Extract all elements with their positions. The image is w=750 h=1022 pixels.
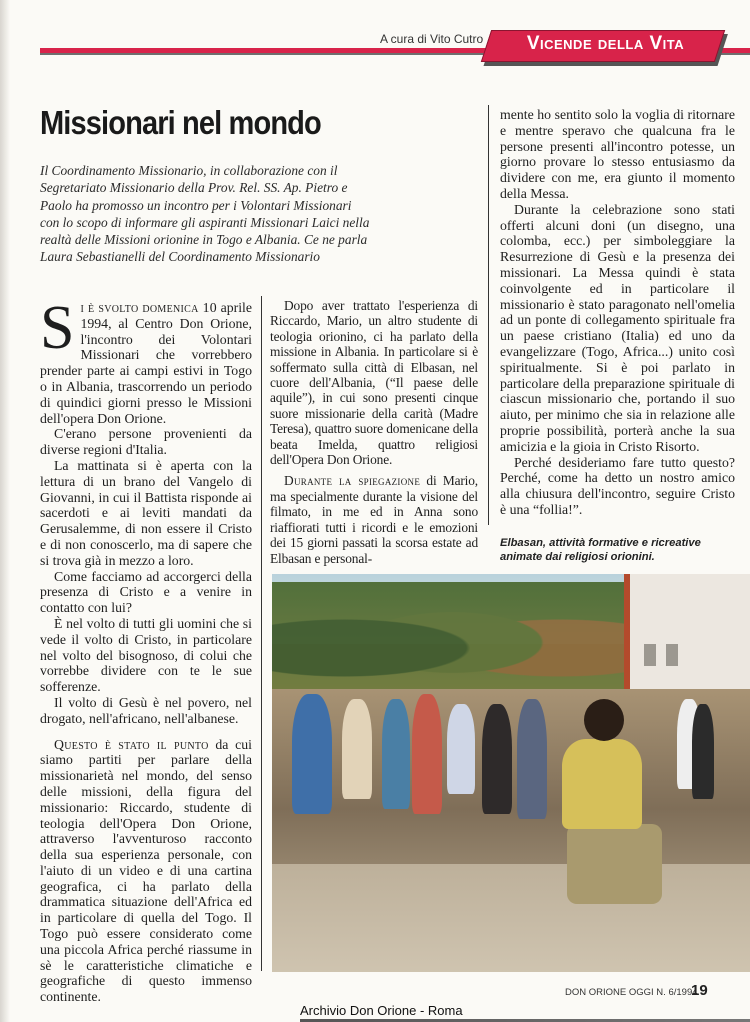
paragraph: Questo è stato il punto da cui siamo partiti per parlare della missionarietà nel mondo, del senso delle missioni, della figura del missionario: Riccardo, studente di teologia dell'Opera Don Orione, attraverso l'avventuroso racconto della sua esperienza personale, con l'aiuto di un video e di una cartina geografica, ci ha parlato della drammatica situazione dell'Africa ed in particolare di quella del Togo. Il Togo può essere considerato come una piccola Africa perché riassume in sè le caratteristiche climatiche e geografiche di questo immenso continente. — [40, 736, 252, 1005]
lead-in: Questo è stato il punto — [54, 736, 209, 752]
photo-child — [342, 699, 372, 799]
photo-caption: Elbasan, attività formative e ricreative animate dai religiosi orionini. — [500, 537, 701, 563]
column-divider — [488, 105, 489, 525]
paragraph: È nel volto di tutti gli uomini che si vede il volto di Cristo, in particolare nel volto del bisognoso, di colui che vorrebbe dividere con te le sue sofferenze. — [40, 615, 252, 695]
page-edge-shadow — [0, 0, 10, 1022]
photo-child — [292, 694, 332, 814]
article-column-2 — [270, 298, 478, 570]
photo-child — [692, 704, 714, 799]
paragraph: Dopo aver trattato l'esperienza di Riccardo, Mario, un altro studente di teologia orionino, ci ha parlato della missione in Albania. In particolare si è soffermato sulla città di Elbasan, nel cuore dell'Albania, (“Il paese delle aquile”), in cui sono presenti cinque suore missionarie della carità (Madre Teresa), quattro suore domenicane della beata Imelda, quattro religiosi dell'Opera Don Orione. — [270, 298, 478, 468]
article-column-3 — [500, 107, 735, 518]
paragraph: Durante la spiegazione di Mario, ma specialmente durante la visione del filmato, in me ed in Anna sono riaffiorati tutti i ricordi e le emozioni dei 15 giorni passati la scorsa estate ad Elbasan e personal- — [270, 473, 478, 566]
photo-child — [482, 704, 512, 814]
lead-in: i è svolto domenica 10 — [80, 300, 217, 315]
drop-cap: S — [40, 294, 75, 362]
paragraph: La mattinata si è aperta con la lettura di un brano del Vangelo di Giovanni, in cui il Battista risponde ai sacerdoti e ai leviti mandati da Gerusalemme, di non essere il Cristo e di non conoscerlo, ma di sapere che si trova già in mezzo a loro. — [40, 457, 252, 568]
paragraph: Si è svolto domenica 10 aprile 1994, al Centro Don Orione, l'incontro dei Volontari Missionari che vorrebbero prender parte ai campi estivi in Togo o in Albania, trascorrendo un periodo di quindici giorni presso le Missioni dell'opera Don Orione. — [40, 294, 252, 426]
photo-child — [517, 699, 547, 819]
paragraph: Durante la celebrazione sono stati offerti alcuni doni (un disegno, una colomba, ecc.) per simboleggiare la Resurrezione di Gesù e la presenza dei missionari. La Messa quindi è stata coinvolgente ed in particolare il missionario è stato paragonato nell'omelia ad un ponte di collegamento spirituale fra un paese cristiano (Italia) ed uno da evangelizzare (Togo, Africa...) unito così spiritualmente. Si è poi parlato in particolare della preparazione spirituale di ciascun missionario che, portando il suo aiuto, per minimo che sia in relazione alle proprie possibilità, porterà anche la sua amicizia e la gioia in Cristo Risorto. — [500, 201, 735, 454]
article-title: Missionari nel mondo — [40, 104, 321, 141]
photo-child — [447, 704, 475, 794]
photo-window — [666, 644, 678, 666]
column-divider — [261, 296, 262, 971]
lead-in: Durante la spiegazione — [284, 473, 421, 489]
photo-man-legs — [567, 824, 662, 904]
page-number: 19 — [691, 982, 708, 999]
article-intro: Il Coordinamento Missionario, in collaborazione con il Segretariato Missionario della Prov. Rel. SS. Ap. Pietro e Paolo ha promosso un incontro per i Volontari Missionari con lo scopo di informare gli aspiranti Missionari Laici nella realtà delle Missioni orionine in Togo e Albania. Ce ne parla Laura Sebastianelli del Coordinamento Missionario — [40, 163, 370, 265]
paragraph: C'erano persone provenienti da diverse regioni d'Italia. — [40, 426, 252, 458]
article-column-1 — [40, 294, 252, 1005]
photo-child — [382, 699, 410, 809]
paragraph: mente ho sentito solo la voglia di ritornare e mentre speravo che qualcuna fra le persone presenti all'incontro potesse, un giorno provare lo stesso entusiasmo da dividere con me, era giunto il momento della Messa. — [500, 107, 735, 201]
photo-path — [272, 864, 750, 972]
paragraph: Come facciamo ad accorgerci della presenza di Cristo e a venire in contatto con lui? — [40, 568, 252, 616]
photo-man-head — [584, 699, 624, 741]
publication-info: DON ORIONE OGGI N. 6/1994 — [565, 987, 698, 998]
photo-man — [562, 739, 642, 829]
article-photo — [272, 574, 750, 972]
archive-label: Archivio Don Orione - Roma — [300, 1003, 463, 1018]
photo-trees — [272, 582, 632, 692]
paragraph: Il volto di Gesù è nel povero, nel drogato, nell'africano, nell'albanese. — [40, 694, 252, 726]
header-curator: A cura di Vito Cutro — [380, 32, 484, 46]
paragraph: Perché desideriamo fare tutto questo? Perché, come ha detto un nostro amico alla chiusura dell'incontro, seguire Cristo è una “follia!”. — [500, 454, 735, 517]
photo-window — [644, 644, 656, 666]
photo-child — [412, 694, 442, 814]
section-title: Vicende della Vita — [526, 33, 685, 54]
